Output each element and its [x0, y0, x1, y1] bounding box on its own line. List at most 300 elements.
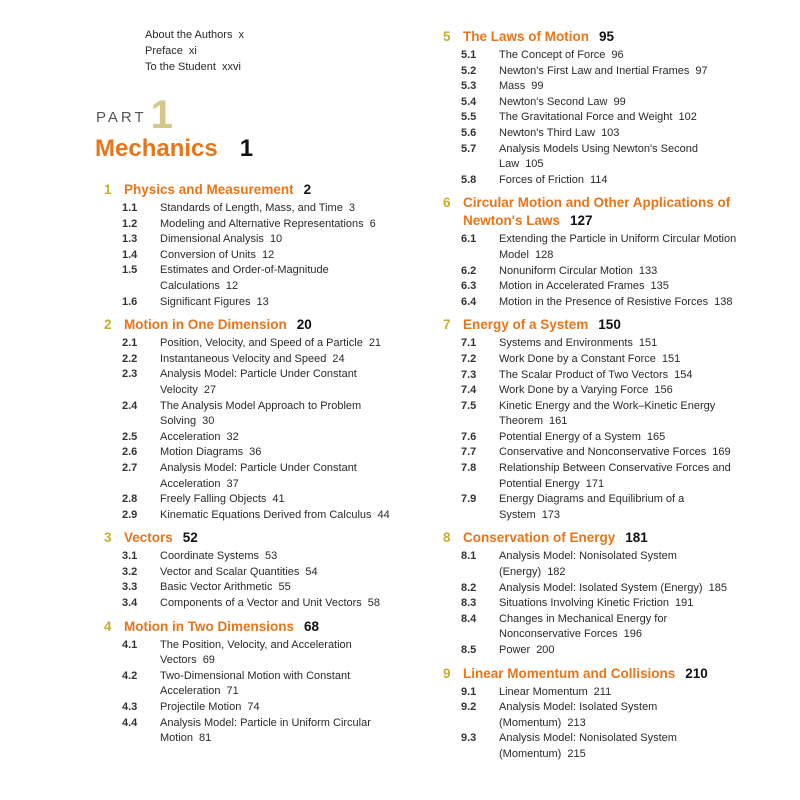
front-matter-title: About the Authors [145, 29, 233, 41]
section-item[interactable] [461, 731, 773, 762]
section-title: Newton's First Law and Inertial Frames [499, 64, 690, 77]
front-matter-page: x [238, 29, 244, 41]
section-title: Work Done by a Varying Force [499, 384, 649, 397]
section-item[interactable] [461, 581, 773, 597]
part-title: Mechanics [95, 135, 218, 162]
front-matter-item[interactable] [145, 27, 244, 43]
section-number: 2.8 [122, 493, 138, 506]
section-page: 3 [348, 202, 355, 214]
chapter-heading[interactable] [443, 194, 773, 230]
front-matter-page: xi [188, 45, 197, 57]
section-item[interactable] [122, 549, 434, 565]
chapter-number: 9 [443, 665, 451, 681]
section-number: 5.5 [461, 111, 477, 124]
section-title: Analysis Model: Particle Under Constant Acceleration [160, 461, 357, 490]
section-number: 9.2 [461, 701, 477, 714]
section-title: Changes in Mechanical Energy for Nonconservative Forces [499, 612, 668, 641]
chapter-title-wrap [463, 194, 753, 230]
section-list [461, 336, 773, 523]
front-matter-item[interactable] [145, 59, 244, 75]
section-item[interactable] [122, 580, 434, 596]
section-text [499, 110, 697, 126]
section-page: 182 [547, 566, 566, 579]
section-title: Work Done by a Constant Force [499, 352, 656, 365]
section-number: 2.4 [122, 399, 138, 412]
section-number: 8.1 [461, 550, 477, 563]
chapter-number: 8 [443, 530, 451, 546]
section-text [499, 596, 693, 612]
chapter-title: Circular Motion and Other Applications of Newton's Laws [463, 195, 731, 229]
section-title: Extending the Particle in Uniform Circular Motion Model [499, 233, 737, 261]
section-number: 5.6 [461, 126, 477, 139]
section-text [160, 336, 381, 352]
section-text [160, 430, 239, 446]
section-number: 2.9 [122, 508, 138, 521]
section-text [499, 232, 741, 263]
section-number: 8.5 [461, 644, 477, 656]
chapter-number: 3 [104, 530, 112, 546]
section-item[interactable] [461, 700, 773, 731]
section-title: Mass [499, 80, 526, 93]
section-text [499, 279, 669, 295]
section-item[interactable] [461, 126, 773, 142]
section-page: 165 [646, 430, 666, 443]
section-title: Coordinate Systems [160, 550, 260, 563]
section-list [122, 336, 434, 523]
section-text [499, 79, 544, 95]
section-text [160, 508, 390, 524]
section-number: 1.3 [122, 233, 138, 246]
section-list [461, 48, 773, 188]
section-title: Conservative and Nonconservative Forces [499, 446, 707, 459]
section-title: Analysis Model: Nonisolated System (Momentum) [499, 732, 677, 760]
section-text [160, 248, 274, 264]
section-item[interactable] [122, 700, 434, 716]
chapter-title: Linear Momentum and Collisions [463, 665, 676, 681]
chapter-title-wrap [124, 529, 198, 547]
section-page: 36 [249, 446, 262, 459]
section-page: 12 [225, 279, 239, 292]
section-number: 2.2 [122, 352, 138, 365]
part-heading [96, 93, 173, 138]
section-number: 1.6 [122, 295, 138, 308]
section-page: 6 [369, 217, 376, 230]
section-text [499, 612, 741, 643]
section-item[interactable] [122, 669, 434, 700]
section-number: 7.4 [461, 384, 477, 397]
chapter-heading[interactable] [443, 529, 773, 547]
chapter-number: 7 [443, 317, 451, 333]
chapter-number: 6 [443, 195, 451, 211]
chapter-heading[interactable] [443, 316, 773, 334]
section-page: 173 [541, 508, 561, 521]
section-number: 6.1 [461, 233, 477, 246]
section-item[interactable] [461, 383, 773, 399]
section-text [499, 383, 673, 399]
section-number: 4.2 [122, 669, 138, 682]
section-number: 6.2 [461, 264, 477, 277]
section-page: 12 [262, 248, 275, 261]
section-item[interactable] [461, 445, 773, 461]
section-item[interactable] [122, 430, 434, 446]
chapter-page: 68 [304, 618, 320, 634]
chapter-heading[interactable] [443, 28, 773, 46]
chapter-title-wrap [463, 28, 614, 46]
chapter-title-wrap [124, 181, 311, 199]
section-number: 9.3 [461, 732, 477, 745]
section-item[interactable] [122, 716, 434, 747]
section-item[interactable] [122, 596, 434, 612]
front-matter-title: To the Student [145, 61, 216, 73]
section-item[interactable] [461, 549, 773, 580]
section-item[interactable] [122, 461, 434, 492]
section-text [499, 142, 741, 173]
chapter-7 [443, 316, 773, 523]
chapter-heading[interactable] [104, 316, 434, 334]
section-list [461, 549, 773, 658]
section-item[interactable] [461, 461, 773, 492]
section-item[interactable] [461, 110, 773, 126]
section-title: Power [499, 644, 531, 656]
section-item[interactable] [461, 368, 773, 384]
section-page: 128 [534, 248, 554, 261]
section-page: 156 [654, 384, 673, 397]
chapter-6 [443, 194, 773, 310]
section-page: 24 [332, 352, 345, 365]
section-item[interactable] [461, 232, 773, 263]
section-list [122, 549, 434, 611]
chapter-page: 20 [296, 317, 312, 333]
chapter-title: Motion in Two Dimensions [124, 618, 294, 634]
section-number: 9.1 [461, 685, 477, 698]
section-number: 2.3 [122, 368, 138, 381]
section-item[interactable] [122, 217, 434, 233]
section-title: Vector and Scalar Quantities [160, 565, 300, 578]
section-title: Standards of Length, Mass, and Time [160, 202, 343, 214]
chapter-title-wrap [124, 316, 312, 334]
section-item[interactable] [461, 173, 773, 189]
section-text [160, 263, 402, 294]
section-title: Systems and Environments [499, 337, 633, 350]
part-label: PART [96, 109, 147, 126]
chapter-page: 127 [569, 213, 593, 229]
section-page: 13 [256, 295, 269, 308]
section-item[interactable] [122, 565, 434, 581]
chapter-4 [104, 618, 434, 747]
section-text [160, 295, 269, 311]
section-page: 151 [661, 352, 681, 365]
section-title: Situations Involving Kinetic Friction [499, 597, 669, 610]
section-number: 2.5 [122, 430, 138, 443]
section-page: 133 [638, 264, 658, 277]
chapter-title: Motion in One Dimension [124, 317, 287, 333]
section-text [160, 232, 282, 248]
section-number: 2.1 [122, 337, 138, 350]
section-text [160, 565, 318, 581]
section-page: 96 [611, 49, 624, 61]
section-page: 114 [589, 173, 608, 186]
section-item[interactable] [461, 142, 773, 173]
section-title: Freely Falling Objects [160, 493, 267, 506]
part-page: 1 [239, 135, 254, 162]
section-text [499, 295, 732, 311]
section-item[interactable] [461, 643, 773, 659]
section-text [160, 399, 402, 430]
section-title: Acceleration [160, 430, 221, 443]
section-number: 5.2 [461, 64, 477, 77]
section-title: Significant Figures [160, 295, 251, 308]
section-text [499, 461, 741, 492]
section-text [160, 461, 402, 492]
section-item[interactable] [461, 279, 773, 295]
section-page: 196 [623, 628, 642, 641]
chapter-heading[interactable] [104, 529, 434, 547]
chapter-title: Physics and Measurement [124, 182, 294, 197]
section-item[interactable] [122, 399, 434, 430]
section-page: 81 [199, 732, 212, 745]
toc-right-column [443, 28, 773, 769]
section-page: 200 [536, 644, 555, 656]
section-number: 7.6 [461, 430, 477, 443]
section-number: 7.1 [461, 337, 477, 350]
section-title: Instantaneous Velocity and Speed [160, 352, 327, 365]
section-page: 53 [265, 550, 278, 563]
section-number: 8.4 [461, 612, 477, 625]
section-list [122, 638, 434, 747]
section-title: Analysis Model: Nonisolated System (Energy) [499, 550, 677, 579]
section-item[interactable] [461, 492, 773, 523]
section-page: 151 [638, 337, 658, 350]
section-text [160, 669, 402, 700]
section-text [499, 492, 741, 523]
section-page: 102 [678, 111, 697, 124]
section-item[interactable] [122, 445, 434, 461]
front-matter-page: xxvi [221, 61, 241, 73]
section-title: Analysis Models Using Newton's Second Law [499, 142, 698, 171]
section-title: Modeling and Alternative Representations [160, 217, 364, 230]
section-title: Linear Momentum [499, 685, 588, 698]
section-title: Analysis Model: Isolated System (Momentum) [499, 701, 658, 729]
section-number: 6.3 [461, 280, 477, 293]
chapter-number: 2 [104, 317, 112, 333]
section-text [160, 596, 380, 612]
section-text [499, 685, 611, 701]
chapter-title-wrap [463, 665, 708, 683]
chapter-title: The Laws of Motion [463, 29, 589, 44]
chapter-3 [104, 529, 434, 611]
section-text [160, 445, 261, 461]
section-title: Kinematic Equations Derived from Calculus [160, 508, 372, 521]
section-title: Two-Dimensional Motion with Constant Acceleration [160, 669, 351, 698]
section-title: The Concept of Force [499, 49, 606, 61]
section-number: 4.4 [122, 716, 138, 729]
chapter-5 [443, 28, 773, 188]
section-page: 161 [549, 415, 568, 428]
section-item[interactable] [461, 79, 773, 95]
section-text [160, 201, 355, 217]
section-title: Energy Diagrams and Equilibrium of a System [499, 493, 685, 521]
section-page: 103 [601, 126, 620, 139]
section-number: 1.1 [122, 202, 138, 214]
section-page: 154 [674, 368, 693, 381]
section-number: 3.1 [122, 550, 138, 563]
section-page: 71 [226, 685, 239, 698]
section-number: 2.7 [122, 461, 138, 474]
part-title-row[interactable] [95, 135, 253, 163]
section-number: 4.3 [122, 701, 138, 714]
section-text [160, 700, 260, 716]
section-text [499, 430, 665, 446]
chapter-title: Energy of a System [463, 317, 589, 333]
section-page: 21 [368, 337, 382, 350]
section-number: 7.3 [461, 368, 477, 381]
section-item[interactable] [461, 685, 773, 701]
section-item[interactable] [122, 508, 434, 524]
section-page: 37 [226, 477, 239, 490]
section-item[interactable] [461, 48, 773, 64]
section-item[interactable] [122, 263, 434, 294]
section-text [499, 445, 731, 461]
section-page: 74 [247, 701, 260, 714]
section-text [499, 336, 657, 352]
section-number: 8.2 [461, 581, 477, 594]
section-item[interactable] [122, 295, 434, 311]
chapter-2 [104, 316, 434, 523]
chapter-number: 4 [104, 618, 112, 634]
section-page: 105 [525, 158, 544, 171]
front-matter-list [145, 27, 244, 75]
section-text [160, 549, 277, 565]
section-item[interactable] [122, 232, 434, 248]
section-page: 69 [202, 654, 215, 667]
section-page: 41 [272, 493, 285, 506]
section-text [160, 716, 402, 747]
section-item[interactable] [122, 492, 434, 508]
front-matter-item[interactable] [145, 43, 244, 59]
chapter-number: 1 [104, 182, 112, 197]
chapter-title: Conservation of Energy [463, 530, 616, 546]
section-item[interactable] [122, 201, 434, 217]
chapter-heading[interactable] [104, 618, 434, 636]
part-number: 1 [150, 93, 173, 137]
section-number: 3.3 [122, 581, 138, 594]
section-item[interactable] [461, 596, 773, 612]
section-page: 97 [695, 64, 708, 77]
section-number: 7.7 [461, 446, 477, 459]
section-item[interactable] [461, 430, 773, 446]
section-item[interactable] [122, 367, 434, 398]
section-title: The Position, Velocity, and Acceleration Vectors [160, 638, 352, 667]
section-number: 7.9 [461, 493, 477, 506]
section-item[interactable] [461, 264, 773, 280]
section-number: 7.8 [461, 462, 477, 475]
chapter-title-wrap [124, 618, 319, 636]
section-page: 30 [202, 415, 215, 428]
section-list [461, 685, 773, 763]
section-page: 213 [567, 716, 586, 729]
section-item[interactable] [461, 295, 773, 311]
section-title: Components of a Vector and Unit Vectors [160, 597, 362, 610]
section-text [499, 173, 608, 189]
section-text [160, 352, 345, 368]
section-page: 55 [278, 581, 291, 594]
section-page: 58 [367, 597, 381, 610]
section-page: 54 [305, 565, 318, 578]
section-text [499, 95, 626, 111]
section-page: 169 [712, 446, 731, 459]
section-list [122, 201, 434, 310]
section-item[interactable] [461, 612, 773, 643]
section-title: Motion Diagrams [160, 446, 244, 459]
section-title: Position, Velocity, and Speed of a Particle [160, 337, 363, 350]
section-list [461, 232, 773, 310]
section-item[interactable] [461, 95, 773, 111]
section-item[interactable] [122, 352, 434, 368]
section-title: Kinetic Energy and the Work–Kinetic Energy Theorem [499, 399, 716, 428]
section-number: 2.6 [122, 446, 138, 459]
chapter-page: 95 [599, 29, 615, 44]
section-number: 1.5 [122, 264, 138, 277]
section-page: 44 [377, 508, 390, 521]
section-page: 32 [226, 430, 239, 443]
section-title: Estimates and Order-of-Magnitude Calculations [160, 264, 329, 292]
section-number: 5.4 [461, 95, 477, 108]
chapter-8 [443, 529, 773, 658]
chapter-heading[interactable] [104, 181, 434, 199]
section-title: Analysis Model: Particle Under Constant Velocity [160, 368, 357, 396]
section-number: 1.4 [122, 248, 138, 261]
section-number: 7.2 [461, 352, 477, 365]
section-text [160, 638, 402, 669]
section-item[interactable] [461, 399, 773, 430]
section-text [499, 643, 555, 659]
section-title: Dimensional Analysis [160, 233, 264, 246]
section-text [160, 492, 285, 508]
section-text [160, 580, 291, 596]
section-page: 211 [593, 685, 612, 698]
section-item[interactable] [461, 352, 773, 368]
section-number: 6.4 [461, 295, 477, 308]
section-text [499, 48, 624, 64]
section-item[interactable] [461, 336, 773, 352]
section-title: Nonuniform Circular Motion [499, 264, 633, 277]
section-page: 191 [674, 597, 694, 610]
section-title: Newton's Second Law [499, 95, 608, 108]
section-item[interactable] [461, 64, 773, 80]
chapter-title-wrap [463, 316, 621, 334]
section-page: 27 [203, 383, 217, 396]
section-page: 135 [650, 280, 669, 293]
section-text [499, 368, 693, 384]
section-text [499, 399, 741, 430]
section-title: Basic Vector Arithmetic [160, 581, 273, 594]
chapter-page: 52 [182, 530, 198, 546]
section-text [499, 352, 680, 368]
section-item[interactable] [122, 336, 434, 352]
chapter-heading[interactable] [443, 665, 773, 683]
front-matter-title: Preface [145, 45, 183, 57]
section-item[interactable] [122, 638, 434, 669]
section-number: 5.7 [461, 142, 477, 155]
section-number: 1.2 [122, 217, 138, 230]
section-text [499, 549, 741, 580]
section-title: Conversion of Units [160, 248, 256, 261]
section-number: 8.3 [461, 597, 477, 610]
section-item[interactable] [122, 248, 434, 264]
section-page: 171 [585, 477, 605, 490]
chapter-page: 150 [598, 317, 621, 333]
section-title: Forces of Friction [499, 173, 584, 186]
